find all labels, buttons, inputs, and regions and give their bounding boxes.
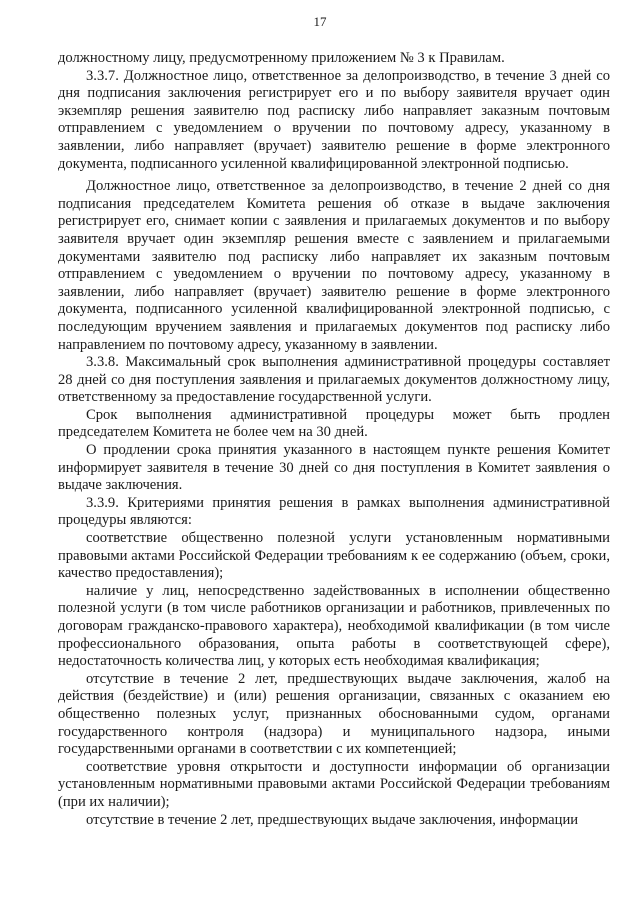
paragraph-extension-notice: О продлении срока принятия указанного в настоящем пункте решения Комитет информирует заявителя в течение 30 дней со дня поступления в Комитет заявления о выдаче заключения. [58, 442, 610, 494]
criterion-qualification: наличие у лиц, непосредственно задействованных в исполнении общественно полезной услуги (в том числе работников организации и работников, привлеченных по договорам гражданско-правового характера), необходимой квалификации (в том числе профессионального образования, опыта работы в соответствующей сфере), недостаточность количества лиц, у которых есть необходимая квалификация; [58, 582, 610, 670]
criterion-service-conformity: соответствие общественно полезной услуги установленным нормативными правовыми актами Российской Федерации требованиям к ее содержанию (объем, сроки, качество предоставления); [58, 530, 610, 582]
criterion-openness: соответствие уровня открытости и доступности информации об организации установленным нормативными правовыми актами Российской Федерации требованиям (при их наличии); [58, 758, 610, 810]
paragraph-3-3-7: 3.3.7. Должностное лицо, ответственное за делопроизводство, в течение 3 дней со дня подписания заключения регистрирует его и по выбору заявителя вручает один экземпляр решения заявителю под расписку либо направляет заказным почтовым отправлением с уведомлением о вручении по почтовому адресу, указанному в заявлении, либо направляет (вручает) заявителю решение в форме электронного документа, подписанного усиленной квалифицированной электронной подписью. [58, 67, 610, 172]
paragraph-continuation: должностному лицу, предусмотренному приложением № 3 к Правилам. [58, 50, 505, 66]
page-number: 17 [313, 14, 327, 29]
paragraph-term-extension: Срок выполнения административной процедуры может быть продлен председателем Комитета не более чем на 30 дней. [58, 406, 610, 441]
criterion-no-complaints: отсутствие в течение 2 лет, предшествующих выдаче заключения, жалоб на действия (бездействие) и (или) решения организации, связанных с оказанием ею общественно полезных услуг, признанных обоснованными судом, органами государственного контроля (надзора) и муниципального надзора, иными государственными органами в соответствии с их компетенцией; [58, 670, 610, 758]
paragraph-3-3-9: 3.3.9. Критериями принятия решения в рамках выполнения административной процедуры являются: [58, 494, 610, 529]
paragraph-3-3-8: 3.3.8. Максимальный срок выполнения административной процедуры составляет 28 дней со дня поступления заявления и прилагаемых документов должностному лицу, ответственному за предоставление государственной услуги. [58, 354, 610, 406]
document-body [58, 50, 610, 829]
criterion-no-information: отсутствие в течение 2 лет, предшествующих выдаче заключения, информации [86, 811, 579, 828]
paragraph-refusal-registration: Должностное лицо, ответственное за делопроизводство, в течение 2 дней со дня подписания председателем Комитета решения об отказе в выдаче заключения регистрирует его, снимает копии с заявления и прилагаемых документов и по выбору заявителя вручает один экземпляр решения вместе с заявлением и прилагаемыми документами заявителю под расписку либо направляет их заказным почтовым отправлением с уведомлением о вручении по почтовому адресу, указанному в заявлении, либо направляет (вручает) заявителю решение в форме электронного документа, подписанного усиленной квалифицированной электронной подписью, с последующим вручением заявления и прилагаемых документов под расписку либо направлением по почтовому адресу, указанному в заявлении. [58, 178, 610, 353]
